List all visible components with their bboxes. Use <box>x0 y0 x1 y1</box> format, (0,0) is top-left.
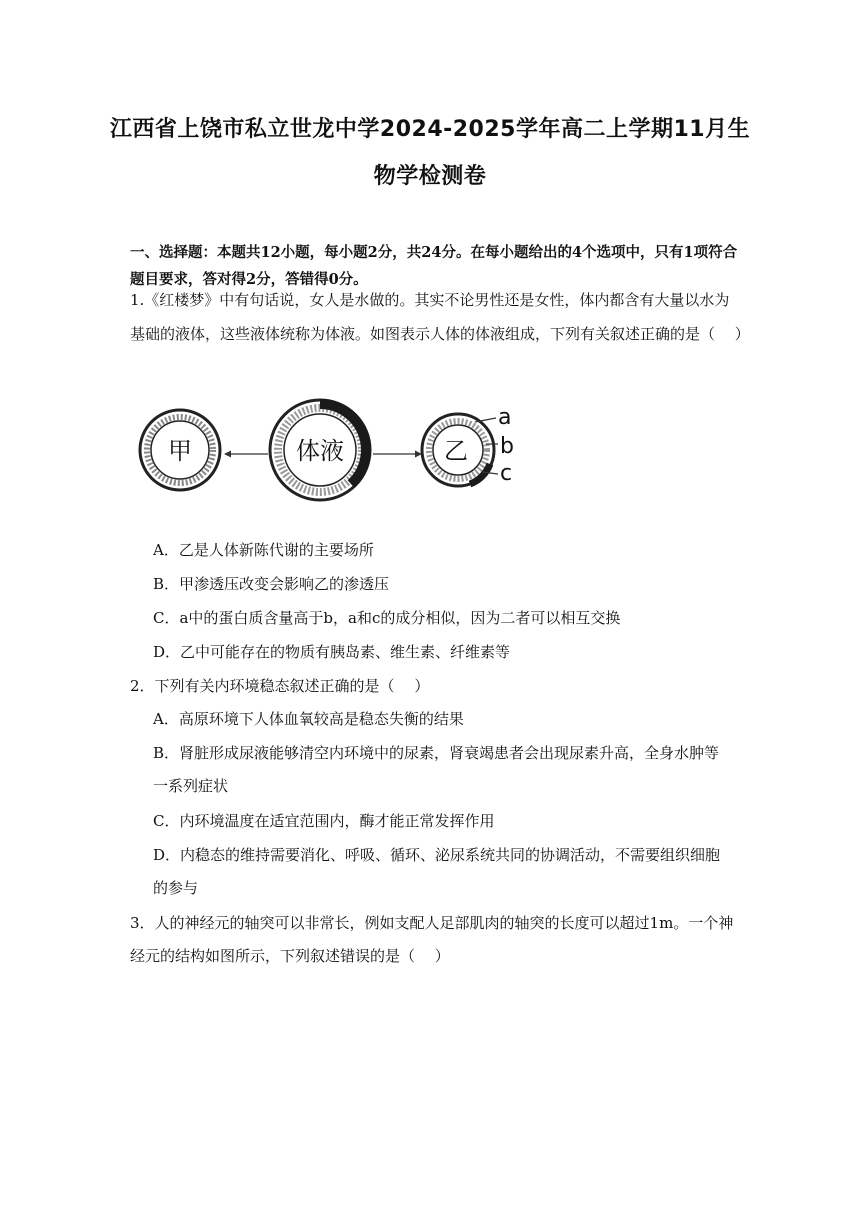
question-2-option-b-line-2: 一系列症状 <box>153 777 229 795</box>
document-title-line-1: 江西省上饶市私立世龙中学2024-2025学年高二上学期11月生 <box>109 117 751 142</box>
question-2-option-d-line-2: 的参与 <box>153 879 199 897</box>
question-1-option-d: D．乙中可能存在的物质有胰岛素、维生素、纤维素等 <box>153 643 511 661</box>
question-1-stem-line-1: 1.《红楼梦》中有句话说，女人是水做的。其实不论男性还是女性，体内都含有大量以水为 <box>130 291 730 309</box>
question-1-option-b: B．甲渗透压改变会影响乙的渗透压 <box>153 575 390 593</box>
circle-yi <box>422 414 494 486</box>
label-body-fluid: 体液 <box>296 437 344 465</box>
question-2-option-d-line-1: D．内稳态的维持需要消化、呼吸、循环、泌尿系统共同的协调活动，不需要组织细胞 <box>153 846 721 864</box>
body-fluid-diagram <box>130 378 530 508</box>
question-2-option-a: A．高原环境下人体血氧较高是稳态失衡的结果 <box>153 710 464 728</box>
label-yi: 乙 <box>444 437 468 465</box>
arrow-to-yi <box>373 451 422 458</box>
section-heading: 一、选择题：本题共12小题，每小题2分，共24分。在每小题给出的4个选项中，只有1项符合题目要求，答对得2分，答错得0分。 <box>130 244 738 288</box>
callout-c: c <box>500 461 513 486</box>
question-2-stem: 2．下列有关内环境稳态叙述正确的是（ ） <box>130 677 430 695</box>
question-1-option-a: A．乙是人体新陈代谢的主要场所 <box>153 541 374 559</box>
question-1-option-c: C．a中的蛋白质含量高于b，a和c的成分相似，因为二者可以相互交换 <box>153 609 621 627</box>
callout-a: a <box>498 405 512 430</box>
label-jia: 甲 <box>168 437 192 465</box>
question-3-stem-line-2: 经元的结构如图所示，下列叙述错误的是（ ） <box>130 947 450 965</box>
circle-body-fluid <box>270 400 370 500</box>
question-1-stem-line-2: 基础的液体，这些液体统称为体液。如图表示人体的体液组成，下列有关叙述正确的是（ ） <box>130 325 750 343</box>
question-2-option-b-line-1: B．肾脏形成尿液能够清空内环境中的尿素，肾衰竭患者会出现尿素升高，全身水肿等 <box>153 744 720 762</box>
arrow-to-jia <box>224 451 268 458</box>
question-2-option-c: C．内环境温度在适宜范围内，酶才能正常发挥作用 <box>153 812 495 830</box>
callout-b: b <box>500 434 514 459</box>
question-3-stem-line-1: 3．人的神经元的轴突可以非常长，例如支配人足部肌肉的轴突的长度可以超过1m。一个神 <box>130 914 734 932</box>
document-title-line-2: 物学检测卷 <box>373 164 487 189</box>
circle-jia <box>140 410 220 490</box>
